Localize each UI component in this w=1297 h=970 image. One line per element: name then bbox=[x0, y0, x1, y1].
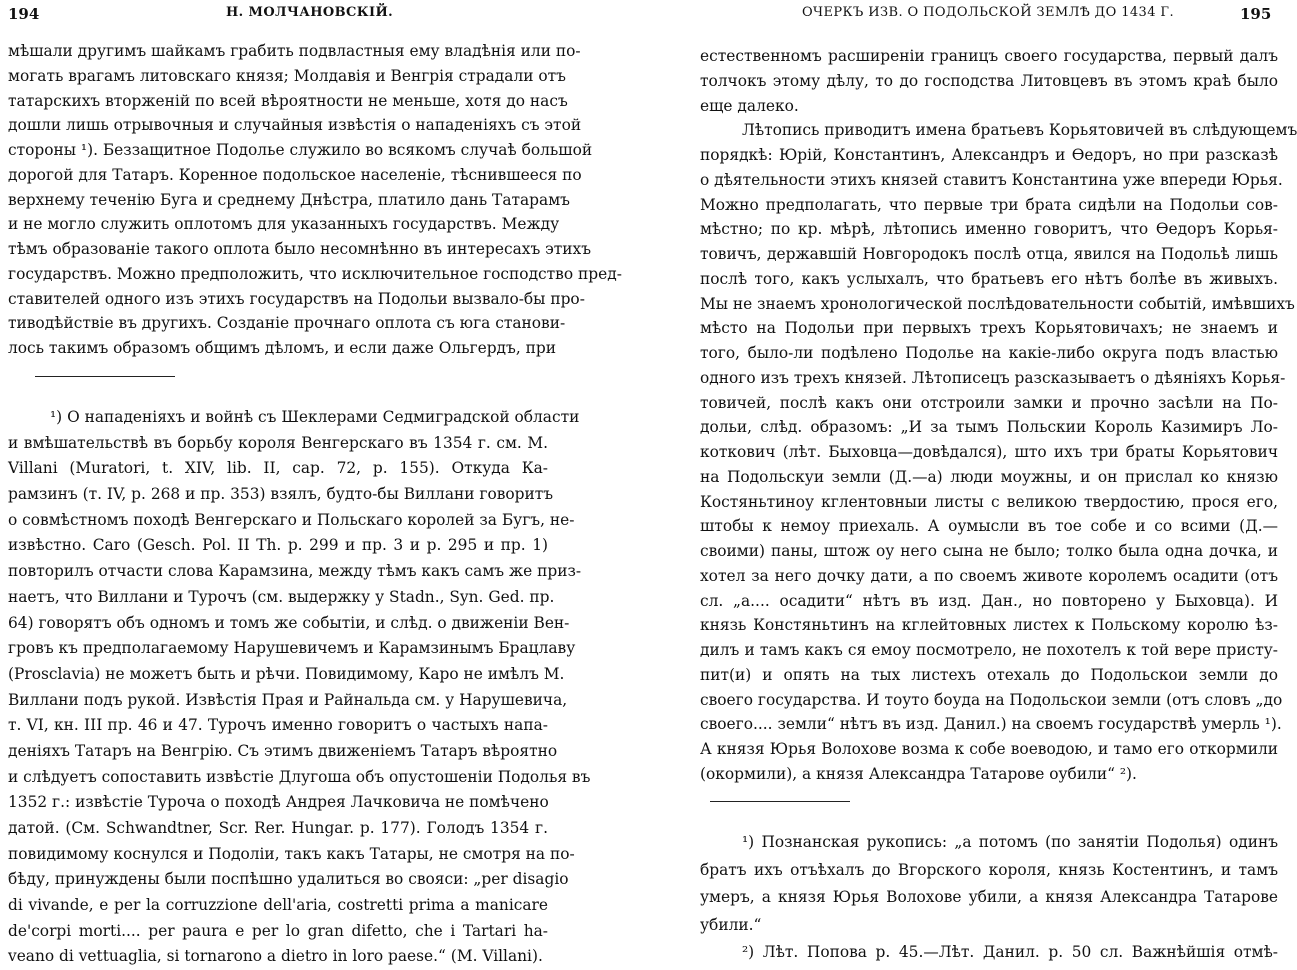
footnote-line: Виллани подъ рукой. Извѣстія Прая и Райнальда см. у Нарушевича, bbox=[8, 690, 568, 709]
right-page-number: 195 bbox=[1240, 5, 1272, 23]
left-page bbox=[0, 0, 640, 966]
body-line: князь Констяньтинъ на кглейтовных листех к Польскому королю ѣз- bbox=[700, 616, 1278, 635]
body-line: еще далеко. bbox=[700, 96, 799, 115]
body-line: ставителей одного изъ этихъ государствъ на Подольи вызвало-бы про- bbox=[8, 289, 585, 308]
body-line: мѣстно; по кр. мѣрѣ, лѣтопись именно говоритъ, что Ѳедоръ Корья- bbox=[700, 220, 1278, 239]
body-line: порядкѣ: Юрій, Константинъ, Александръ и Ѳедоръ, но при разсказѣ bbox=[700, 146, 1278, 164]
body-line: дорогой для Татаръ. Коренное подольское населеніе, тѣснившееся по bbox=[8, 165, 582, 184]
body-line: штобы к немоу приехаль. А оумысли въ тое собе и со всими (Д.— bbox=[700, 517, 1278, 536]
body-line: своего государства. И тоуто боуда на Подольскои земли (отъ словъ „до bbox=[700, 690, 1283, 709]
body-line: стороны ¹). Беззащитное Подолье служило во всякомъ случаѣ большой bbox=[8, 141, 593, 159]
right-body-text bbox=[700, 44, 1297, 787]
body-line: татарскихъ вторженій по всей вѣроятности не меньше, хотя до насъ bbox=[8, 91, 568, 110]
body-line: мѣшали другимъ шайкамъ грабить подвластныя ему владѣнія или по- bbox=[8, 42, 581, 60]
body-line: о дѣятельности этихъ князей ставитъ Константина уже впереди Юрья. bbox=[700, 170, 1283, 189]
footnote-line: повидимому коснулся и Подоліи, такъ какъ Татары, не смотря на по- bbox=[8, 844, 575, 863]
footnote-line: ¹) О нападеніяхъ и войнѣ съ Шеклерами Седмиградской области bbox=[50, 408, 580, 426]
footnote-line: гровъ къ предполагаемому Нарушевичемъ и Карамзинымъ Брацлаву bbox=[8, 639, 576, 658]
body-line: естественномъ расширеніи границъ своего государства, первый далъ bbox=[700, 47, 1278, 65]
footnote-line: de'corpi morti.... per paura e per lo gran difetto, che i Tartari ha- bbox=[8, 921, 548, 940]
body-line: пит(и) и опять на тых листехъ отехаль до Подольскои земли до bbox=[700, 665, 1278, 684]
footnote-line: и слѣдуетъ сопоставить извѣстіе Длугоша объ опустошеніи Подолья въ bbox=[8, 767, 591, 786]
footnote-line: убили.“ bbox=[700, 915, 762, 934]
body-line: Костяньтиноу кглентовныи листы с великою твердостию, прося его, bbox=[700, 492, 1278, 511]
body-line: своими) паны, штож оу него сына не было; толко была одна дочка, и bbox=[700, 542, 1278, 560]
footnote-line: ¹) Познанская рукопись: „а потомъ (по занятіи Подолья) одинъ bbox=[742, 833, 1278, 851]
body-line: своего.... земли“ нѣтъ въ изд. Данил.) на своемъ государствѣ умерль ¹). bbox=[700, 715, 1282, 734]
body-line: дольи, слѣд. образомъ: „И за тымъ Польскии Король Казимиръ Ло- bbox=[700, 418, 1278, 437]
footnote-line: 64) говорятъ объ одномъ и томъ же событіи, и слѣд. о движеніи Вен- bbox=[8, 613, 570, 632]
left-running-head: Н. МОЛЧАНОВСКІЙ. bbox=[226, 5, 394, 20]
body-line: (окормили), а князя Александра Татарове оубили“ ²). bbox=[700, 764, 1137, 783]
body-line: дилъ и тамъ какъ ся емоу посмотрело, не похотелъ к той вере присту- bbox=[700, 641, 1278, 659]
footnote-line: извѣстно. Caro (Gesch. Pol. II Th. p. 299 и пр. 3 и р. 295 и пр. 1) bbox=[8, 536, 548, 555]
right-footnote-rule bbox=[710, 801, 850, 802]
body-line: тиводѣйствіе въ другихъ. Созданіе прочнаго оплота съ юга станови- bbox=[8, 314, 566, 333]
footnote-line: ²) Лѣт. Попова р. 45.—Лѣт. Данил. р. 50 сл. Важнѣйшія отмѣ- bbox=[742, 943, 1278, 962]
body-line: на Подольскуи земли (Д.—а) люди моужны, и он прислал ко князю bbox=[700, 467, 1278, 486]
body-line: толчокъ этому дѣлу, то до господства Литовцевъ въ этомъ краѣ было bbox=[700, 71, 1278, 90]
left-page-number: 194 bbox=[8, 5, 40, 23]
right-footnotes bbox=[700, 829, 1278, 967]
left-footnote-rule bbox=[35, 376, 175, 377]
footnote-line: о совмѣстномъ походѣ Венгерскаго и Польскаго королей за Бугъ, не- bbox=[8, 510, 575, 529]
footnote-line: di vivande, e per la corruzzione dell'aria, costretti prima a manicare bbox=[8, 896, 548, 915]
footnote-line: Villani (Muratori, t. XIV, lib. II, cap. 72, p. 155). Откуда Ка- bbox=[8, 459, 548, 478]
footnote-line: т. VI, кн. III пр. 46 и 47. Турочъ именно говоритъ о частыхъ напа- bbox=[8, 716, 548, 735]
footnote-line: рамзинъ (т. IV, р. 268 и пр. 353) взялъ, будто-бы Виллани говоритъ bbox=[8, 485, 554, 504]
body-line: мѣсто на Подольи при первыхъ трехъ Корьятовичахъ; не знаемъ и bbox=[700, 319, 1278, 338]
body-line: хотел за него дочку дати, а по своемъ животе королемъ осадити (отъ bbox=[700, 566, 1278, 585]
body-line: коткович (лѣт. Быховца—довѣдался), што ихъ три браты Корьятович bbox=[700, 443, 1278, 461]
body-line: послѣ того, какъ услыхалъ, что братьевъ его нѣтъ болѣе въ живыхъ. bbox=[700, 269, 1278, 288]
body-line: товичъ, державшій Новгородокъ послѣ отца, явился на Подольѣ лишь bbox=[700, 245, 1278, 263]
body-line: одного изъ трехъ князей. Лѣтописецъ разсказываетъ о дѣяніяхъ Корья- bbox=[700, 368, 1286, 387]
body-line: Лѣтопись приводитъ имена братьевъ Корьятовичей въ слѣдующемъ bbox=[742, 121, 1297, 140]
footnote-line: деніяхъ Татаръ на Венгрію. Съ этимъ движеніемъ Татаръ вѣроятно bbox=[8, 741, 558, 760]
footnote-line: veano di vettuaglia, si tornarono a dietro in loro paese.“ (M. Villani). bbox=[8, 947, 543, 966]
body-line: могать врагамъ литовскаго князя; Молдавія и Венгрія страдали отъ bbox=[8, 66, 566, 85]
footnote-line: наетъ, что Виллани и Турочъ (см. выдержку у Stadn., Syn. Ged. пр. bbox=[8, 587, 555, 606]
body-line: А князя Юрья Волохове возма к собе воеводою, и тамо его откормили bbox=[700, 740, 1278, 758]
body-line: товичей, послѣ какъ они отстроили замки и прочно засѣли на По- bbox=[700, 393, 1278, 412]
footnote-line: повторилъ отчасти слова Карамзина, между тѣмъ какъ самъ же приз- bbox=[8, 562, 582, 581]
footnote-line: и вмѣшательствѣ въ борьбу короля Венгерскаго въ 1354 г. см. M. bbox=[8, 433, 548, 452]
footnote-line: (Prosclavia) не можетъ быть и рѣчи. Повидимому, Каро не имѣлъ M. bbox=[8, 664, 565, 683]
right-page bbox=[640, 0, 1297, 962]
body-line: верхнему теченію Буга и среднему Днѣстра, платило дань Татарамъ bbox=[8, 190, 570, 209]
footnote-line: умеръ, а князя Юрья Волохове убили, а князя Александра Татарове bbox=[700, 888, 1278, 907]
body-line: того, было-ли подѣлено Подолье на какіе-либо округа подъ властью bbox=[700, 344, 1278, 362]
footnote-line: бѣду, принуждены были поспѣшно удалиться во свояси: „per disagio bbox=[8, 870, 569, 889]
footnote-line: братъ ихъ отъѣхалъ до Вгорского короля, князь Костентинъ, и тамъ bbox=[700, 860, 1278, 879]
left-body-text bbox=[8, 39, 622, 361]
body-line: дошли лишь отрывочныя и случайныя извѣстія о нападеніяхъ съ этой bbox=[8, 116, 582, 135]
body-line: тѣмъ образованіе такого оплота было несомнѣнно въ интересахъ этихъ bbox=[8, 240, 591, 258]
body-line: и не могло служить оплотомъ для указанныхъ государствъ. Между bbox=[8, 215, 560, 234]
body-line: государствъ. Можно предположить, что исключительное господство пред- bbox=[8, 264, 622, 283]
right-running-head: ОЧЕРКЪ ИЗВ. О ПОДОЛЬСКОЙ ЗЕМЛѢ ДО 1434 Г. bbox=[802, 5, 1174, 20]
left-footnotes bbox=[8, 405, 591, 970]
footnote-line: 1352 г.: извѣстіе Туроча о походѣ Андрея Лачковича не помѣчено bbox=[8, 793, 549, 812]
body-line: сл. „а.... осадити“ нѣтъ въ изд. Дан., но повторено у Быховца). И bbox=[700, 591, 1278, 610]
body-line: Можно предполагать, что первые три брата сидѣли на Подольи сов- bbox=[700, 195, 1278, 214]
body-line: Мы не знаемъ хронологической послѣдовательности событій, имѣвшихъ bbox=[700, 294, 1295, 313]
body-line: лось такимъ образомъ общимъ дѣломъ, и если даже Ольгердъ, при bbox=[8, 339, 556, 357]
footnote-line: датой. (См. Schwandtner, Scr. Rer. Hungar. p. 177). Голодъ 1354 г. bbox=[8, 819, 548, 837]
